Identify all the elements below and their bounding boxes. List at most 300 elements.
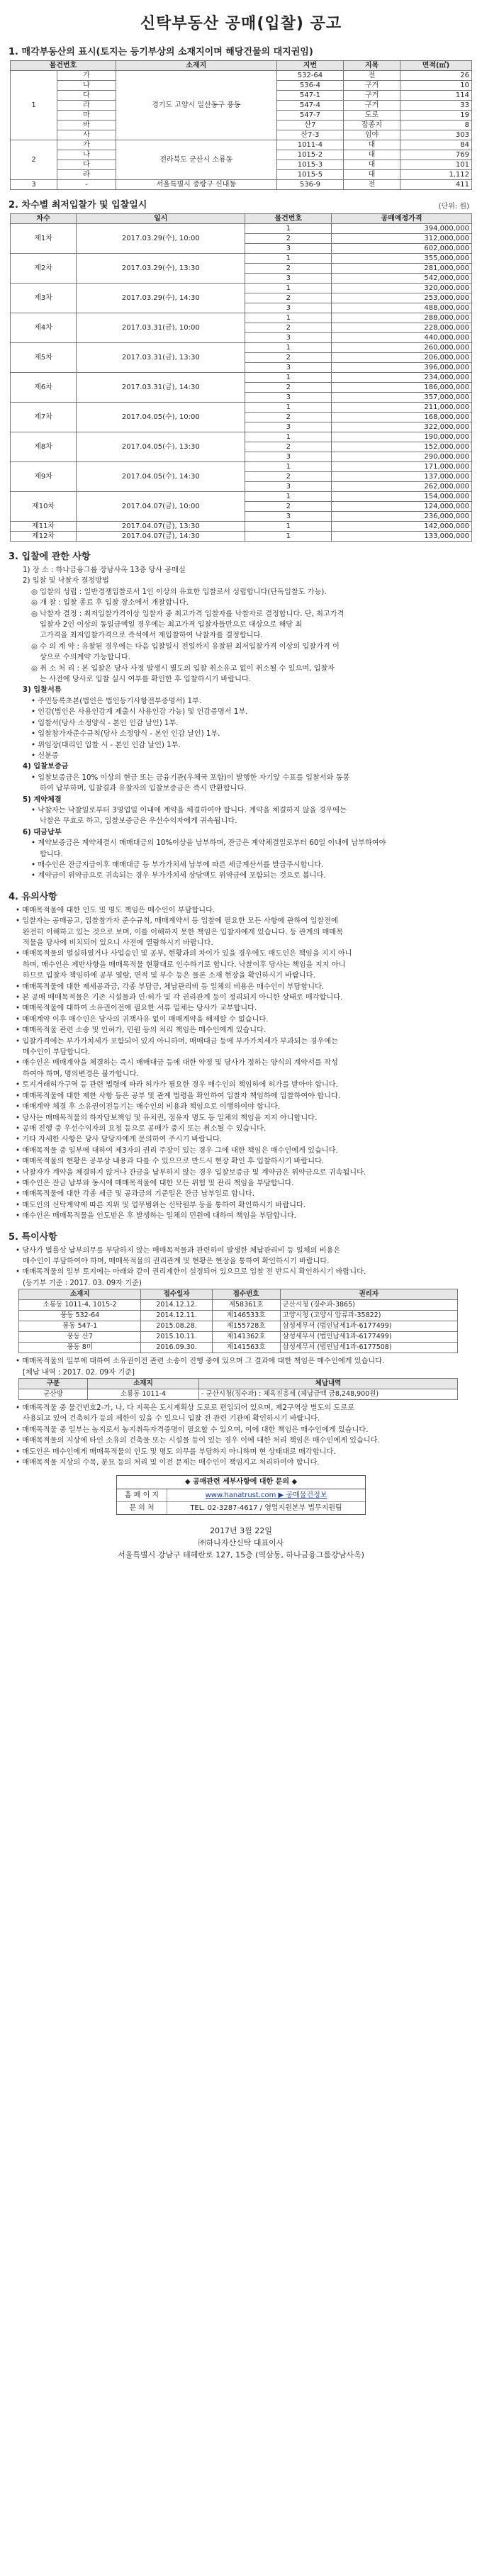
filing-number: 제58361호 [212, 1300, 280, 1311]
text-line: • 매매목적물의 지상에 타인 소유의 건축물 또는 시설물 등이 있는 경우 이에 대한 처리 책임은 매수인에게 있습니다. [16, 1437, 380, 1445]
round-number: 제4차 [11, 313, 77, 343]
text-line: 입찰자 2인 이상의 동일금액일 경우에는 최고가격 입찰자들만으로 대상으로 해당 최 [40, 621, 303, 629]
text-line: • 입찰자는 공매공고, 입찰참가자 준수규칙, 매매계약서 등 입찰에 필요한 모든 사항에 관하여 입찰전에 [16, 917, 338, 926]
reserve-price: 260,000,000 [332, 343, 472, 353]
text-line: • 매도인의 신탁계약에 따른 지위 및 업무범위는 신탁원부 등을 통하여 확인하시기 바랍니다. [16, 1201, 306, 1209]
item-number: 2 [245, 353, 332, 363]
lot-number: 1015-2 [276, 150, 343, 160]
column-header: 접수번호 [212, 1289, 280, 1300]
round-datetime: 2017.03.29(수), 14:30 [77, 284, 245, 313]
sub-item: 다 [57, 160, 116, 170]
contact-box [116, 1475, 366, 1515]
text-line: • 매매목적물에 대한 제한 사항 등은 공부 및 관계 법령을 확인하여 입찰자 책임하에 입찰하여야 합니다. [16, 1092, 341, 1100]
reserve-price: 288,000,000 [332, 313, 472, 323]
lot-number: 532-64 [276, 71, 343, 81]
item-number: 1 [245, 284, 332, 293]
table-row [19, 1343, 458, 1353]
reserve-price: 320,000,000 [332, 284, 472, 293]
contact-phone-row [117, 1502, 365, 1514]
rights-holder: 삼성세무서 (법인납세1과-6177499) [280, 1332, 457, 1343]
item-number: 3 [245, 512, 332, 522]
round-datetime: 2017.03.31(금), 10:00 [77, 313, 245, 343]
item-number: 1 [245, 432, 332, 442]
sub-item: - [57, 180, 116, 190]
text-line: • 위임장(대리인 입찰 시 - 본인 인감 날인) 1부. [31, 741, 181, 749]
lot-number: 547-1 [276, 91, 343, 101]
text-line: • 매매목적물의 멸실하였거나 사업승인 및 공부, 현황과의 차이가 있을 경우에도 매도인은 책임을 지지 아니 [16, 950, 352, 958]
item-number: 3 [245, 363, 332, 373]
item-number: 3 [245, 244, 332, 254]
reserve-price: 312,000,000 [332, 234, 472, 244]
text-line: • 매매계약 체결 후 소유권이전등기는 매수인의 비용과 책임으로 이행하여야 합니다. [16, 1103, 280, 1111]
area: 8 [400, 121, 471, 130]
item-number: 2 [245, 383, 332, 393]
area: 303 [400, 130, 471, 140]
area: 84 [400, 140, 471, 150]
item-number: 2 [245, 323, 332, 333]
rights-holder: 군산시청 (징수과-3865) [280, 1300, 457, 1311]
table-row [11, 71, 472, 81]
text-line: • 매도인은 매수인에게 매매목적물의 인도 및 명도 의무를 부담하지 아니하며 현 상태대로 매각합니다. [16, 1447, 336, 1456]
text-line: • 매매목적물에 대한 인도 및 명도 책임은 매수인이 부담합니다. [16, 906, 215, 914]
land-category: 도로 [344, 111, 400, 121]
table-row [19, 1300, 458, 1311]
reserve-price: 234,000,000 [332, 373, 472, 383]
table-row [11, 180, 472, 190]
item-number: 1 [11, 71, 57, 140]
area: 33 [400, 101, 471, 111]
text-line: (등기부 기준 : 2017. 03. 09자 기준) [23, 1279, 142, 1287]
text-line: 2) 입찰 및 낙찰자 결정방법 [23, 577, 109, 586]
location: 소룡동 1011-4 [88, 1389, 199, 1400]
sub-item: 라 [57, 170, 116, 180]
text-line: 1) 장 소 : 하나금융그룹 장남사옥 13층 당사 공매실 [23, 566, 186, 574]
filing-number: 제146533호 [212, 1311, 280, 1321]
column-header: 소재지 [19, 1289, 141, 1300]
special-notes-2 [16, 1356, 469, 1378]
text-line: 6) 대금납부 [23, 828, 62, 836]
table-row [11, 313, 472, 323]
item-number: 3 [245, 482, 332, 492]
sub-item: 나 [57, 150, 116, 160]
text-line: ◎ 수 의 계 약 : 유찰된 경우에는 다음 입찰일시 전일까지 유찰된 최저입찰가격 이상의 입찰가격 이 [31, 642, 340, 651]
location: 풍동 547-1 [19, 1321, 141, 1332]
area: 19 [400, 111, 471, 121]
text-line: • 기타 자세한 사항은 당사 담당자에게 문의하여 주시기 바랍니다. [16, 1136, 223, 1144]
filing-date: 2015.08.28. [141, 1321, 212, 1332]
item-number: 1 [245, 313, 332, 323]
round-datetime: 2017.04.07(금), 10:00 [77, 492, 245, 522]
location: 경기도 고양시 일산동구 풍동 [116, 71, 276, 140]
company-name: ㈜하나자산신탁 대표이사 [198, 1538, 284, 1548]
item-number: 1 [245, 343, 332, 353]
text-line: • 인감(법인은 사용인감계 제출시 사용인감 가능) 및 인감증명서 1부. [31, 708, 248, 717]
sub-item: 가 [57, 140, 116, 150]
text-line: [체납 내역 : 2017. 02. 09자 기준] [23, 1368, 135, 1377]
land-category: 대 [344, 170, 400, 180]
item-number: 3 [245, 393, 332, 403]
text-line: 매수인이 부담합니다. [23, 1048, 91, 1057]
table-row [11, 140, 472, 150]
filing-date: 2016.09.30. [141, 1343, 212, 1353]
text-line: • 매매목적물 중 일부에 대하여 제3자의 권리 주장이 있는 경우 그에 대한 책임은 매수인에게 있습니다. [16, 1146, 338, 1155]
text-line: • 매수인은 잔금지급이후 매매대금 등 부가가치세 납부에 따른 세금계산서를 발급주시합니다. [31, 861, 324, 869]
area: 101 [400, 160, 471, 170]
land-category: 임야 [344, 130, 400, 140]
table-row [11, 532, 472, 542]
rights-holder: 삼성세무서 (법인납세1과-6177499) [280, 1321, 457, 1332]
area: 769 [400, 150, 471, 160]
reserve-price: 154,000,000 [332, 492, 472, 502]
text-line: • 매매목적물에 대한 제세공과금, 각종 부담금, 체납관리비 등 일체의 비용은 매수인이 부담합니다. [16, 982, 325, 991]
column-header: 구분 [19, 1379, 88, 1389]
footer [0, 1525, 482, 1561]
text-line: • 매매목적물의 일부 토지에는 아래와 같이 권리제한이 설정되어 있으므로 입찰 전 반드시 확인하시기 바랍니다. [16, 1268, 366, 1277]
reserve-price: 142,000,000 [332, 522, 472, 532]
page-title: 신탁부동산 공매(입찰) 공고 [140, 15, 342, 33]
table-row [11, 462, 472, 472]
text-line: ◎ 입찰의 성립 : 일반경쟁입찰로서 1인 이상의 유효한 입찰로서 성립합니다(단독입찰도 가능). [31, 588, 327, 596]
reserve-price: 281,000,000 [332, 264, 472, 274]
round-datetime: 2017.03.29(수), 13:30 [77, 254, 245, 284]
contact-title: ◆ 공매관련 세부사항에 대한 문의 ◆ [117, 1476, 365, 1489]
area: 10 [400, 81, 471, 91]
column-header: 물건번호 [11, 61, 116, 71]
table-row [11, 492, 472, 502]
lot-number: 1015-5 [276, 170, 343, 180]
table-row [11, 432, 472, 442]
item-number: 3 [245, 333, 332, 343]
text-line: 적물을 당사에 비치되어 있으니 사전에 열람하시기 바랍니다. [23, 939, 213, 947]
text-line: • 입찰보증금은 10% 이상의 현금 또는 금융기관(우체국 포함)이 발행한 자기앞 수표를 입찰서와 동봉 [31, 773, 350, 782]
item-number: 1 [245, 462, 332, 472]
special-notes-3 [16, 1403, 469, 1468]
text-line: 는 사전에 당사로 입찰 실시 여부를 확인한 후 입찰하시기 바랍니다. [40, 676, 252, 684]
filing-number: 제141563호 [212, 1343, 280, 1353]
round-number: 제11차 [11, 522, 77, 532]
text-line: 하여 납부하며, 입찰결과 유찰자의 입찰보증금은 즉시 반환합니다. [40, 785, 247, 793]
text-line: 매수인이 부담하여야 하며, 매매목적물의 권리관계 및 현황은 현장을 통하여 확인하시기 바랍니다. [23, 1257, 330, 1265]
text-line: 5) 계약체결 [23, 795, 62, 804]
area: 114 [400, 91, 471, 101]
item-number: 1 [245, 224, 332, 234]
column-header: 지목 [344, 61, 400, 71]
rights-holder: 삼성세무서 (법인납세1과-6177508) [280, 1343, 457, 1353]
reserve-price: 152,000,000 [332, 442, 472, 452]
round-number: 제2차 [11, 254, 77, 284]
lot-number: 536-4 [276, 81, 343, 91]
text-line: • 입찰참가자준수규칙(당사 소정양식 - 본인 인감 날인) 1부. [31, 730, 220, 739]
item-number: 1 [245, 522, 332, 532]
reserve-price: 542,000,000 [332, 274, 472, 284]
item-number: 3 [11, 180, 57, 190]
reserve-price: 133,000,000 [332, 532, 472, 542]
reserve-price: 168,000,000 [332, 413, 472, 422]
round-number: 제7차 [11, 403, 77, 432]
lot-number: 1015-3 [276, 160, 343, 170]
filing-number: 제155728호 [212, 1321, 280, 1332]
item-number: 1 [245, 403, 332, 413]
column-header: 지번 [276, 61, 343, 71]
land-category: 구거 [344, 101, 400, 111]
column-header: 소재지 [88, 1379, 199, 1389]
text-line: ◎ 낙찰자 결정 : 최저입찰가격이상 입찰자 중 최고가격 입찰자를 낙찰자로 결정합니다. 단, 최고가격 [31, 610, 344, 618]
filing-date: 2014.12.11. [141, 1311, 212, 1321]
text-line: ◎ 개 찰 : 입찰 종료 후 입찰 장소에서 개찰합니다. [31, 599, 189, 607]
property-table [10, 60, 472, 190]
text-line: • 낙찰자가 계약을 체결하지 않거나 잔금을 납부하지 않는 경우 입찰보증금 및 계약금은 위약금으로 귀속됩니다. [16, 1168, 366, 1177]
table-row [11, 224, 472, 234]
item-number: 2 [245, 413, 332, 422]
round-datetime: 2017.03.31(금), 13:30 [77, 343, 245, 373]
column-header: 접수일자 [141, 1289, 212, 1300]
reserve-price: 602,000,000 [332, 244, 472, 254]
text-line: • 입찰가격에는 부가가치세가 포함되어 있지 아니하며, 매매대금 등에 부가가치세가 부과되는 경우에는 [16, 1037, 338, 1046]
section4-heading: 4. 유의사항 [9, 891, 57, 902]
table-row [19, 1389, 458, 1400]
table-row [11, 254, 472, 264]
column-header: 공매예정가격 [332, 214, 472, 224]
location: 풍동 532-64 [19, 1311, 141, 1321]
round-number: 제3차 [11, 284, 77, 313]
round-number: 제8차 [11, 432, 77, 462]
item-number: 2 [11, 140, 57, 180]
company-address: 서울특별시 강남구 테헤란로 127, 15층 (역삼동, 하나금융그룹강남사옥) [118, 1550, 364, 1560]
text-line: • 신분증 [31, 751, 59, 760]
sub-item: 마 [57, 111, 116, 121]
text-line: 사용되고 있어 건축허가 등의 제한이 있을 수 있으니 입찰 전 관련 기관에 확인하시기 바랍니다. [23, 1415, 320, 1423]
round-number: 제9차 [11, 462, 77, 492]
lot-number: 547-7 [276, 111, 343, 121]
text-line: 낙찰은 무효로 하고, 입찰보증금은 우선수익자에게 귀속됩니다. [40, 817, 237, 826]
item-number: 3 [245, 452, 332, 462]
item-number: 2 [245, 502, 332, 512]
sub-item: 사 [57, 130, 116, 140]
reserve-price: 171,000,000 [332, 462, 472, 472]
table-row [19, 1332, 458, 1343]
column-header: 체납내역 [199, 1379, 458, 1389]
item-number: 1 [245, 254, 332, 264]
price-schedule-table [10, 213, 472, 542]
round-datetime: 2017.03.31(금), 14:30 [77, 373, 245, 403]
unit-label: (단위: 원) [438, 203, 469, 211]
text-line: • 매매목적물 관련 소송 및 인허가, 민원 등의 처리 책임은 매수인에게 있습니다. [16, 1026, 267, 1035]
land-category: 전 [344, 180, 400, 190]
lot-number: 547-4 [276, 101, 343, 111]
land-category: 대 [344, 150, 400, 160]
table-row [11, 343, 472, 353]
reserve-price: 355,000,000 [332, 254, 472, 264]
bidding-terms [16, 565, 469, 882]
area: 26 [400, 71, 471, 81]
lot-number: 1011-4 [276, 140, 343, 150]
section1-heading: 1. 매각부동산의 표시(토지는 등기부상의 소재지이며 해당건물의 대지권임) [9, 47, 313, 57]
reserve-price: 394,000,000 [332, 224, 472, 234]
text-line: • 매매계약 이후 매수인은 당사의 귀책사유 없이 매매계약을 해제할 수 없습니다. [16, 1015, 269, 1024]
reserve-price: 488,000,000 [332, 303, 472, 313]
table-row [19, 1311, 458, 1321]
table-row [11, 373, 472, 383]
text-line: • 입찰서(당사 소정양식 - 본인 인감 날인) 1부. [31, 719, 179, 727]
sub-item: 바 [57, 121, 116, 130]
round-datetime: 2017.03.29(수), 10:00 [77, 224, 245, 254]
text-line: • 당사가 법률상 납부의무를 부담하지 않는 매매목적물과 관련하여 발생한 체납관리비 등 일체의 비용은 [16, 1246, 341, 1255]
table-row [11, 522, 472, 532]
table-row [11, 403, 472, 413]
text-line: • 계약보증금은 계약체결시 매매대금의 10%이상을 납부하며, 잔금은 계약체결일로부터 60일 이내에 납부하여야 [31, 839, 386, 848]
text-line: 하여야 하며, 명의변경은 불가합니다. [23, 1070, 139, 1078]
round-datetime: 2017.04.05(수), 14:30 [77, 462, 245, 492]
item-number: 2 [245, 442, 332, 452]
text-line: • 매매목적물의 일부에 대하여 소유권이전 관련 소송이 진행 중에 있으며 그 결과에 대한 책임은 매수인에게 있습니다. [16, 1357, 385, 1366]
reserve-price: 290,000,000 [332, 452, 472, 462]
reserve-price: 190,000,000 [332, 432, 472, 442]
location: 풍동 산7 [19, 1332, 141, 1343]
column-header: 물건번호 [245, 214, 332, 224]
section3-heading: 3. 입찰에 관한 사항 [9, 551, 91, 562]
reserve-price: 322,000,000 [332, 422, 472, 432]
special-notes [16, 1245, 469, 1289]
area: 1,112 [400, 170, 471, 180]
text-line: • 매수인은 매매계약을 체결하는 즉시 매매대금 등에 대한 약정 및 당사가 정하는 양식의 계약서를 작성 [16, 1059, 338, 1068]
text-line: • 토지거래허가구역 등 관련 법령에 따라 허가가 필요한 경우 매수인의 책임하에 허가를 받아야 합니다. [16, 1081, 338, 1090]
round-datetime: 2017.04.07(금), 13:30 [77, 522, 245, 532]
filing-date: 2014.12.12. [141, 1300, 212, 1311]
round-number: 제10차 [11, 492, 77, 522]
table-row [19, 1321, 458, 1332]
round-datetime: 2017.04.07(금), 14:30 [77, 532, 245, 542]
round-number: 제12차 [11, 532, 77, 542]
homepage-link[interactable]: www.hanatrust.com ▶ 공매물건정보 [205, 1491, 327, 1500]
reserve-price: 357,000,000 [332, 393, 472, 403]
text-line: 하므로 입찰자 책임하에 공부 열람, 면적 및 부수 등은 물론 소재 현장을 확인하시기 바랍니다. [23, 972, 315, 980]
round-number: 제5차 [11, 343, 77, 373]
location: 전라북도 군산시 소룡동 [116, 140, 276, 180]
reserve-price: 236,000,000 [332, 512, 472, 522]
item-number: 3 [245, 422, 332, 432]
text-line: • 매수인은 매매목적물을 인도받은 후 발생하는 일체의 민원에 대하여 책임을 부담합니다. [16, 1212, 296, 1221]
table-row [11, 284, 472, 293]
sub-item: 나 [57, 81, 116, 91]
item-number: 1 [245, 532, 332, 542]
text-line: 하며, 매수인은 제반사항을 매매목적물 현황대로 인수하기로 합니다. 낙찰이후 당사는 책임을 지지 아니 [23, 961, 346, 969]
location: 서울특별시 중랑구 신내동 [116, 180, 276, 190]
lot-number: 산7-3 [276, 130, 343, 140]
round-datetime: 2017.04.05(수), 13:30 [77, 432, 245, 462]
land-category: 대 [344, 160, 400, 170]
text-line: • 공매 진행 중 우선수익자의 요청 등으로 공매가 중지 또는 취소될 수 있습니다. [16, 1124, 267, 1133]
land-category: 구거 [344, 91, 400, 101]
land-category: 대 [344, 140, 400, 150]
text-line: • 매매목적물 지상의 수목, 분묘 등의 처리 및 이전 문제는 매수인이 책임지고 처리하여야 합니다. [16, 1459, 320, 1467]
reserve-price: 228,000,000 [332, 323, 472, 333]
text-line: • 주민등록초본(법인은 법인등기사항전부증명서) 1부. [31, 697, 202, 705]
contact-label: 홈 페 이 지 [117, 1489, 167, 1501]
rights-holder: 고양시청 (고양시 압류과-35822) [280, 1311, 457, 1321]
column-header: 차수 [11, 214, 77, 224]
contact-phone: TEL. 02-3287-4617 / 영업지원본부 법무지원팀 [190, 1504, 342, 1513]
text-line: • 낙찰자는 낙찰일로부터 3영업일 이내에 계약을 체결하여야 합니다. 계약을 체결하지 않을 경우에는 [31, 806, 347, 814]
reserve-price: 211,000,000 [332, 403, 472, 413]
location: 소룡동 1011-4, 1015-2 [19, 1300, 141, 1311]
column-header: 소재지 [116, 61, 276, 71]
lot-number: 산7 [276, 121, 343, 130]
item-number: 3 [245, 274, 332, 284]
column-header: 권리자 [280, 1289, 457, 1300]
column-header: 일시 [77, 214, 245, 224]
item-number: 2 [245, 472, 332, 482]
item-number: 1 [245, 373, 332, 383]
contact-label: 문 의 처 [117, 1502, 167, 1514]
text-line: • 매매목적물에 대한 각종 세금 및 공과금의 기준일은 잔금 납부일로 합니다. [16, 1190, 254, 1199]
section2-heading: 2. 차수별 최저입찰가 및 입찰일시 [9, 200, 147, 211]
text-line: • 매매목적물 중 물건번호2-가, 나, 다 지목은 도시계획상 도로로 편입되어 있으며, 제2구역상 별도의 도로로 [16, 1404, 354, 1412]
column-header: 면적(㎡) [400, 61, 471, 71]
round-number: 제6차 [11, 373, 77, 403]
reserve-price: 440,000,000 [332, 333, 472, 343]
section5-heading: 5. 특이사항 [9, 1231, 57, 1243]
round-number: 제1차 [11, 224, 77, 254]
sub-item: 라 [57, 101, 116, 111]
text-line: • 당사는 매매목적물의 하자담보책임 및 유치권, 점유자 명도 등 일체의 책임을 지지 아니합니다. [16, 1114, 318, 1122]
reserve-price: 262,000,000 [332, 482, 472, 492]
area: 411 [400, 180, 471, 190]
text-line: 완전히 이해하고 있는 것으로 보며, 이를 이해하지 못한 책임은 입찰자에게 있습니다. 등 관계의 매매목 [23, 928, 344, 936]
reserve-price: 396,000,000 [332, 363, 472, 373]
location: 풍동 8미 [19, 1343, 141, 1353]
text-line: • 매매목적물 중 일부는 농지로서 농지취득자격증명이 필요할 수 있으며, 이에 대한 책임은 매수인에게 있습니다. [16, 1426, 369, 1434]
sub-item: 가 [57, 71, 116, 81]
land-category: 구거 [344, 81, 400, 91]
item-number: 2 [245, 234, 332, 244]
text-line: 고가격을 최저입찰가격으로 즉석에서 재입찰하여 낙찰자를 결정합니다. [40, 632, 263, 640]
text-line: • 본 공매 매매목적물은 기존 시설물과 인·허가 및 각 권리관계 등이 정리되지 아니한 상태로 매각합니다. [16, 994, 343, 1002]
precautions [16, 905, 469, 1222]
land-category: 전 [344, 71, 400, 81]
reserve-price: 186,000,000 [332, 383, 472, 393]
land-category: 잡종지 [344, 121, 400, 130]
reserve-price: 206,000,000 [332, 353, 472, 363]
arrears-table [18, 1378, 458, 1400]
item-number: 2 [245, 293, 332, 303]
filing-date: 2015.10.11. [141, 1332, 212, 1343]
reserve-price: 124,000,000 [332, 502, 472, 512]
contact-homepage-row [117, 1489, 365, 1502]
filing-number: 제141362호 [212, 1332, 280, 1343]
category: 군산방 [19, 1389, 88, 1400]
item-number: 1 [245, 492, 332, 502]
reserve-price: 137,000,000 [332, 472, 472, 482]
text-line: • 계약금이 위약금으로 귀속되는 경우 부가가치세 상당액도 위약금에 포함되는 것으로 봅니다. [31, 872, 326, 880]
text-line: 3) 입찰서류 [23, 686, 62, 695]
encumbrance-table [18, 1289, 458, 1353]
announcement-date: 2017년 3월 22일 [210, 1526, 272, 1536]
text-line: 4) 입찰보증금 [23, 763, 69, 771]
lot-number: 536-9 [276, 180, 343, 190]
text-line: • 매수인은 잔금 납부와 동시에 매매목적물에 대한 모든 위험 및 관리 책임을 부담합니다. [16, 1179, 294, 1187]
text-line: • 매매목적물의 현황은 공부상 내용과 다를 수 있으므로 반드시 현장 확인 후 입찰하시기 바랍니다. [16, 1158, 325, 1166]
reserve-price: 253,000,000 [332, 293, 472, 303]
arrears-detail: - 군산시청(징수과) : 체육진흥세 (체납금액 금8,248,900원) [199, 1389, 458, 1400]
text-line: ◎ 취 소 처 리 : 본 입찰은 당사 사정 발생시 별도의 입찰 취소유고 없이 취소될 수 있으며, 입찰자 [31, 664, 335, 673]
item-number: 2 [245, 264, 332, 274]
text-line: • 매매목적물에 대하여 소유권이전에 필요한 서류 일체는 당사가 교부합니다. [16, 1004, 257, 1013]
text-line: 합니다. [40, 850, 63, 858]
text-line: 상으로 수의계약 가능합니다. [40, 654, 130, 662]
sub-item: 다 [57, 91, 116, 101]
item-number: 3 [245, 303, 332, 313]
round-datetime: 2017.04.05(수), 10:00 [77, 403, 245, 432]
